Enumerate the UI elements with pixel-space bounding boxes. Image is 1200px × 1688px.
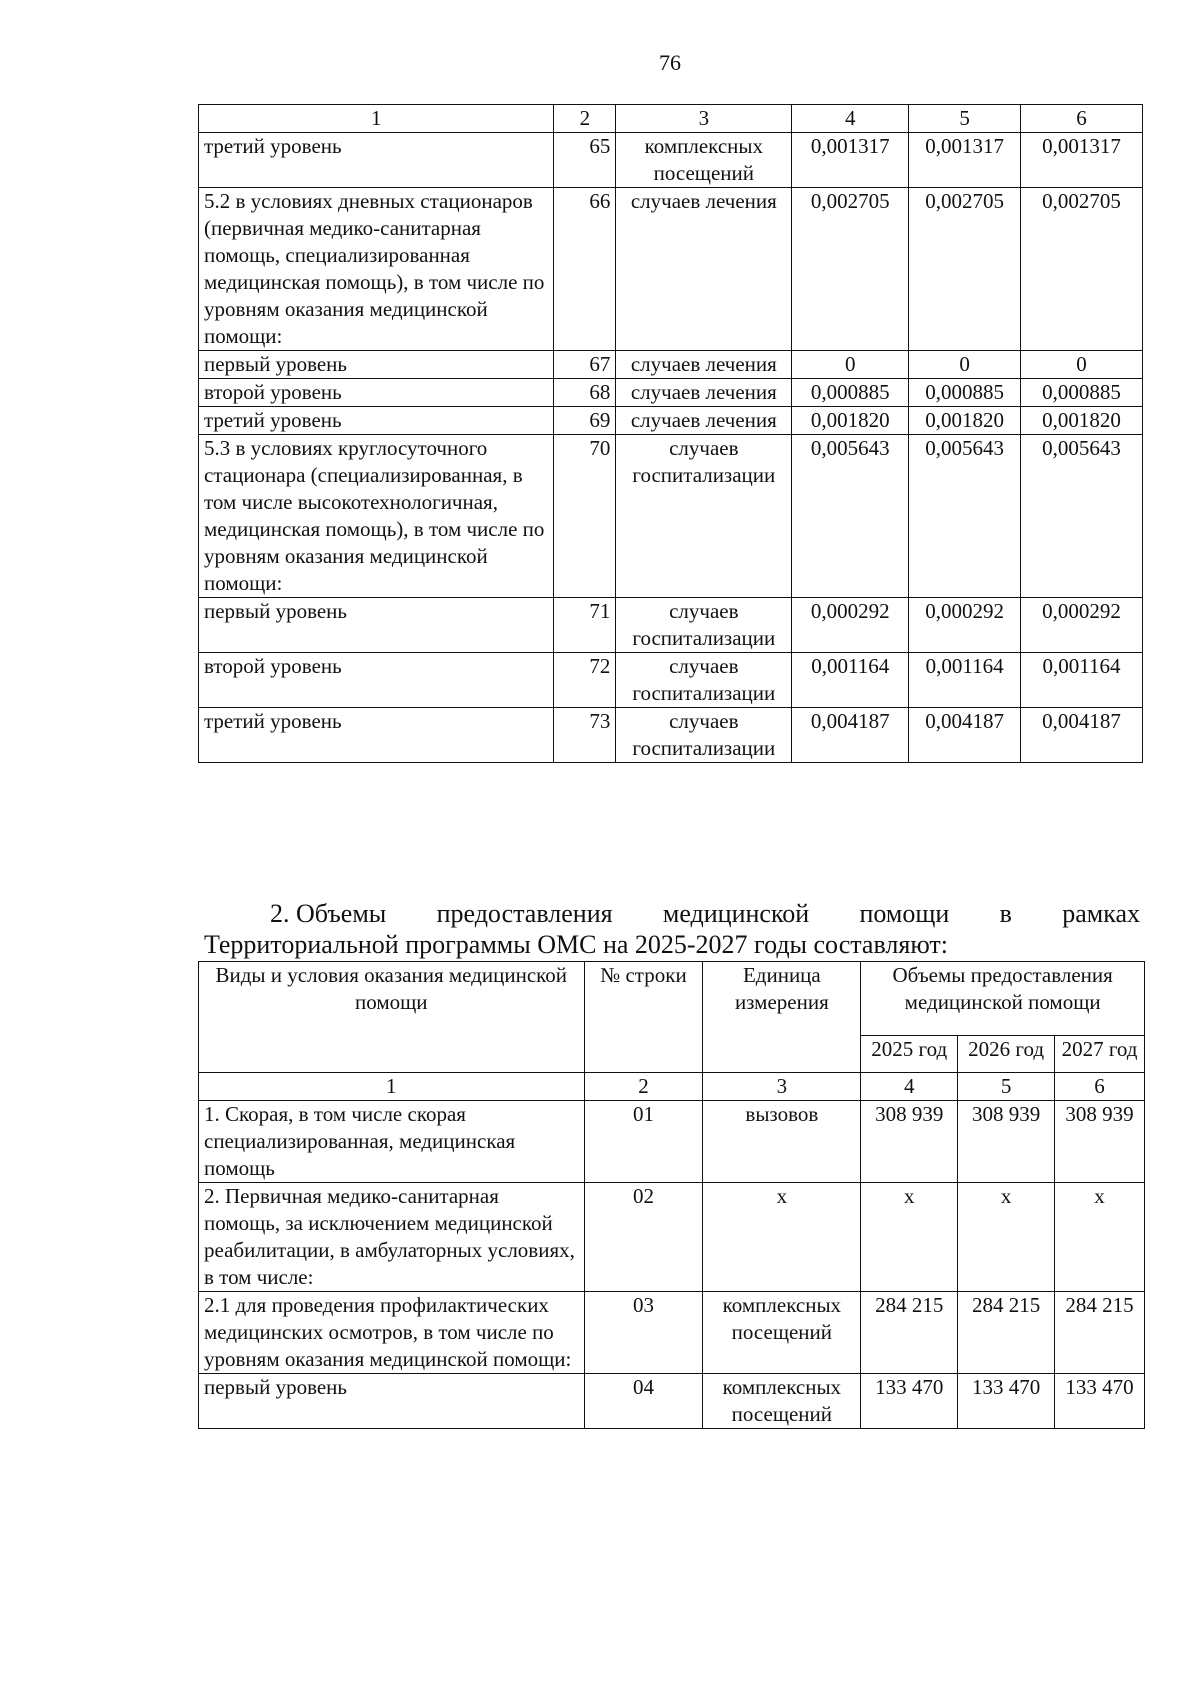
value-2026: 308 939: [958, 1101, 1055, 1183]
value-col6: 0,001317: [1021, 133, 1143, 188]
unit: случаев лечения: [616, 351, 792, 379]
table-row: [199, 351, 1143, 379]
value-col5: 0,000885: [909, 379, 1021, 407]
row-name: 1. Скорая, в том числе скорая специализированная, медицинская помощь: [199, 1101, 585, 1183]
value-2027: х: [1055, 1183, 1145, 1292]
value-2025: 308 939: [861, 1101, 958, 1183]
header-year: 2026 год: [958, 1035, 1055, 1072]
table-row: [199, 653, 1143, 708]
unit: комплексных посещений: [616, 133, 792, 188]
col-number: 3: [616, 105, 792, 133]
unit: вызовов: [703, 1101, 861, 1183]
value-col4: 0,005643: [792, 435, 909, 598]
unit: комплексных посещений: [703, 1374, 861, 1429]
col-number: 1: [199, 105, 554, 133]
value-col5: 0,001317: [909, 133, 1021, 188]
row-number: 71: [554, 598, 616, 653]
value-col6: 0,001164: [1021, 653, 1143, 708]
col-number: 4: [792, 105, 909, 133]
unit: случаев лечения: [616, 407, 792, 435]
row-number: 68: [554, 379, 616, 407]
unit: случаев госпитализации: [616, 598, 792, 653]
col-number: 6: [1021, 105, 1143, 133]
row-number: 66: [554, 188, 616, 351]
col-number: 5: [909, 105, 1021, 133]
value-col4: 0,000292: [792, 598, 909, 653]
value-col4: 0,001820: [792, 407, 909, 435]
volume-table-continued: [198, 104, 1143, 763]
value-col4: 0,002705: [792, 188, 909, 351]
unit: случаев госпитализации: [616, 435, 792, 598]
col-number: 5: [958, 1073, 1055, 1101]
header-unit: Единица измерения: [703, 962, 861, 1073]
heading-word: медицинской: [662, 899, 810, 928]
row-number: 67: [554, 351, 616, 379]
unit: случаев госпитализации: [616, 653, 792, 708]
value-col4: 0,001164: [792, 653, 909, 708]
col-number: 1: [199, 1073, 585, 1101]
value-2025: 284 215: [861, 1292, 958, 1374]
table-row: [199, 435, 1143, 598]
unit: комплексных посещений: [703, 1292, 861, 1374]
header-volumes: Объемы предоставления медицинской помощи: [861, 962, 1145, 1036]
row-name: третий уровень: [199, 133, 554, 188]
row-number: 65: [554, 133, 616, 188]
row-number: 04: [584, 1374, 703, 1429]
row-number: 70: [554, 435, 616, 598]
heading-word: помощи: [859, 899, 950, 928]
row-number: 02: [584, 1183, 703, 1292]
table-row: [199, 407, 1143, 435]
row-name: 5.3 в условиях круглосуточного стационара (специализированная, в том числе высокотехнологичная, медицинская помощь), в том числе по уровням оказания медицинской помощи:: [199, 435, 554, 598]
row-name: второй уровень: [199, 379, 554, 407]
heading-word: предоставления: [436, 899, 613, 928]
row-name: первый уровень: [199, 1374, 585, 1429]
row-name: третий уровень: [199, 407, 554, 435]
value-col5: 0,001820: [909, 407, 1021, 435]
value-col6: 0,004187: [1021, 708, 1143, 763]
table-row: [199, 1101, 1145, 1183]
row-name: первый уровень: [199, 351, 554, 379]
header-year: 2025 год: [861, 1035, 958, 1072]
header-kind: Виды и условия оказания медицинской помощи: [199, 962, 585, 1073]
value-col5: 0,000292: [909, 598, 1021, 653]
row-number: 69: [554, 407, 616, 435]
row-number: 73: [554, 708, 616, 763]
value-col5: 0: [909, 351, 1021, 379]
value-2026: 133 470: [958, 1374, 1055, 1429]
value-2026: 284 215: [958, 1292, 1055, 1374]
row-name: 5.2 в условиях дневных стационаров (первичная медико-санитарная помощь, специализированная медицинская помощь), в том числе по уровням оказания медицинской помощи:: [199, 188, 554, 351]
section-2-heading: [204, 898, 1140, 960]
row-name: третий уровень: [199, 708, 554, 763]
value-col5: 0,005643: [909, 435, 1021, 598]
table-row: [199, 708, 1143, 763]
unit: случаев госпитализации: [616, 708, 792, 763]
column-number-row: [199, 105, 1143, 133]
value-2027: 308 939: [1055, 1101, 1145, 1183]
heading-word: рамках: [1062, 899, 1140, 928]
value-col4: 0,001317: [792, 133, 909, 188]
value-col5: 0,004187: [909, 708, 1021, 763]
col-number: 2: [554, 105, 616, 133]
value-2027: 133 470: [1055, 1374, 1145, 1429]
table-row: [199, 1374, 1145, 1429]
table-row: [199, 188, 1143, 351]
value-col6: 0,000292: [1021, 598, 1143, 653]
value-col4: 0,004187: [792, 708, 909, 763]
value-col5: 0,001164: [909, 653, 1021, 708]
row-number: 72: [554, 653, 616, 708]
row-name: второй уровень: [199, 653, 554, 708]
page-number: 76: [659, 50, 681, 75]
heading-word: 2. Объемы: [270, 899, 387, 928]
col-number: 4: [861, 1073, 958, 1101]
volume-table-2025-2027: [198, 961, 1145, 1429]
row-number: 01: [584, 1101, 703, 1183]
row-name: 2. Первичная медико-санитарная помощь, за исключением медицинской реабилитации, в амбулаторных условиях, в том числе:: [199, 1183, 585, 1292]
unit: случаев лечения: [616, 379, 792, 407]
col-number: 6: [1055, 1073, 1145, 1101]
value-2027: 284 215: [1055, 1292, 1145, 1374]
unit: случаев лечения: [616, 188, 792, 351]
table-row: [199, 1292, 1145, 1374]
table-row: [199, 1183, 1145, 1292]
value-col5: 0,002705: [909, 188, 1021, 351]
row-number: 03: [584, 1292, 703, 1374]
value-col6: 0,002705: [1021, 188, 1143, 351]
section-2-line-2: Территориальной программы ОМС на 2025-2027 годы составляют:: [204, 930, 948, 959]
value-2025: х: [861, 1183, 958, 1292]
col-number: 2: [584, 1073, 703, 1101]
value-col4: 0,000885: [792, 379, 909, 407]
col-number: 3: [703, 1073, 861, 1101]
value-col6: 0,000885: [1021, 379, 1143, 407]
table-row: [199, 379, 1143, 407]
table-row: [199, 133, 1143, 188]
value-col6: 0,001820: [1021, 407, 1143, 435]
value-col4: 0: [792, 351, 909, 379]
row-name: 2.1 для проведения профилактических медицинских осмотров, в том числе по уровням оказания медицинской помощи:: [199, 1292, 585, 1374]
value-2026: х: [958, 1183, 1055, 1292]
header-year: 2027 год: [1055, 1035, 1145, 1072]
header-row: [199, 962, 1145, 1036]
unit: х: [703, 1183, 861, 1292]
table-row: [199, 598, 1143, 653]
column-number-row: [199, 1073, 1145, 1101]
value-col6: 0,005643: [1021, 435, 1143, 598]
value-2025: 133 470: [861, 1374, 958, 1429]
header-row-number: № строки: [584, 962, 703, 1073]
value-col6: 0: [1021, 351, 1143, 379]
heading-word: в: [999, 899, 1012, 928]
row-name: первый уровень: [199, 598, 554, 653]
section-2-line-1: [204, 898, 1140, 929]
